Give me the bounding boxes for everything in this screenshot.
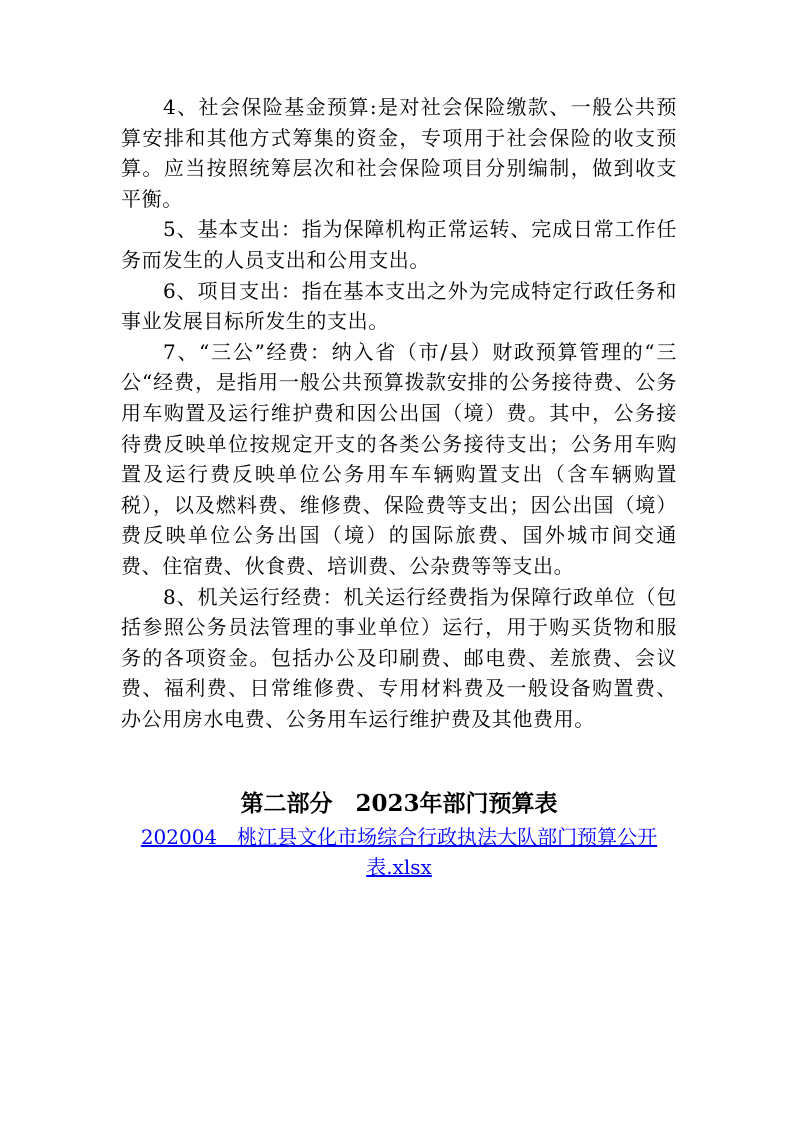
definitions-body	[121, 92, 677, 734]
attachment-file-link[interactable]: 202004 桃江县文化市场综合行政执法大队部门预算公开表.xlsx	[140, 825, 658, 879]
paragraph-social-insurance-fund: 4、社会保险基金预算:是对社会保险缴款、一般公共预算安排和其他方式筹集的资金，专项用于社会保险的收支预算。应当按照统筹层次和社会保险项目分别编制，做到收支平衡。	[121, 95, 677, 211]
paragraph-project-expenditure: 6、项目支出：指在基本支出之外为完成特定行政任务和事业发展目标所发生的支出。	[121, 278, 677, 334]
paragraph-three-public-expenses: 7、“三公”经费：纳入省（市/县）财政预算管理的“三公“经费，是指用一般公共预算拨款安排的公务接待费、公务用车购置及运行维护费和因公出国（境）费。其中，公务接待费反映单位按规定开支的各类公务接待支出；公务用车购置及运行费反映单位公务用车车辆购置支出（含车辆购置税），以及燃料费、维修费、保险费等支出；因公出国（境）费反映单位公务出国（境）的国际旅费、国外城市间交通费、住宿费、伙食费、培训费、公杂费等等支出。	[121, 339, 677, 578]
section-title: 第二部分 2023年部门预算表	[240, 790, 558, 817]
paragraph-basic-expenditure: 5、基本支出：指为保障机构正常运转、完成日常工作任务而发生的人员支出和公用支出。	[121, 217, 677, 272]
paragraph-agency-operating-expenses: 8、机关运行经费：机关运行经费指为保障行政单位（包括参照公务员法管理的事业单位）运行，用于购买货物和服务的各项资金。包括办公及印刷费、邮电费、差旅费、会议费、福利费、日常维修费、专用材料费及一般设备购置费、办公用房水电费、公务用车运行维护费及其他费用。	[121, 584, 677, 731]
